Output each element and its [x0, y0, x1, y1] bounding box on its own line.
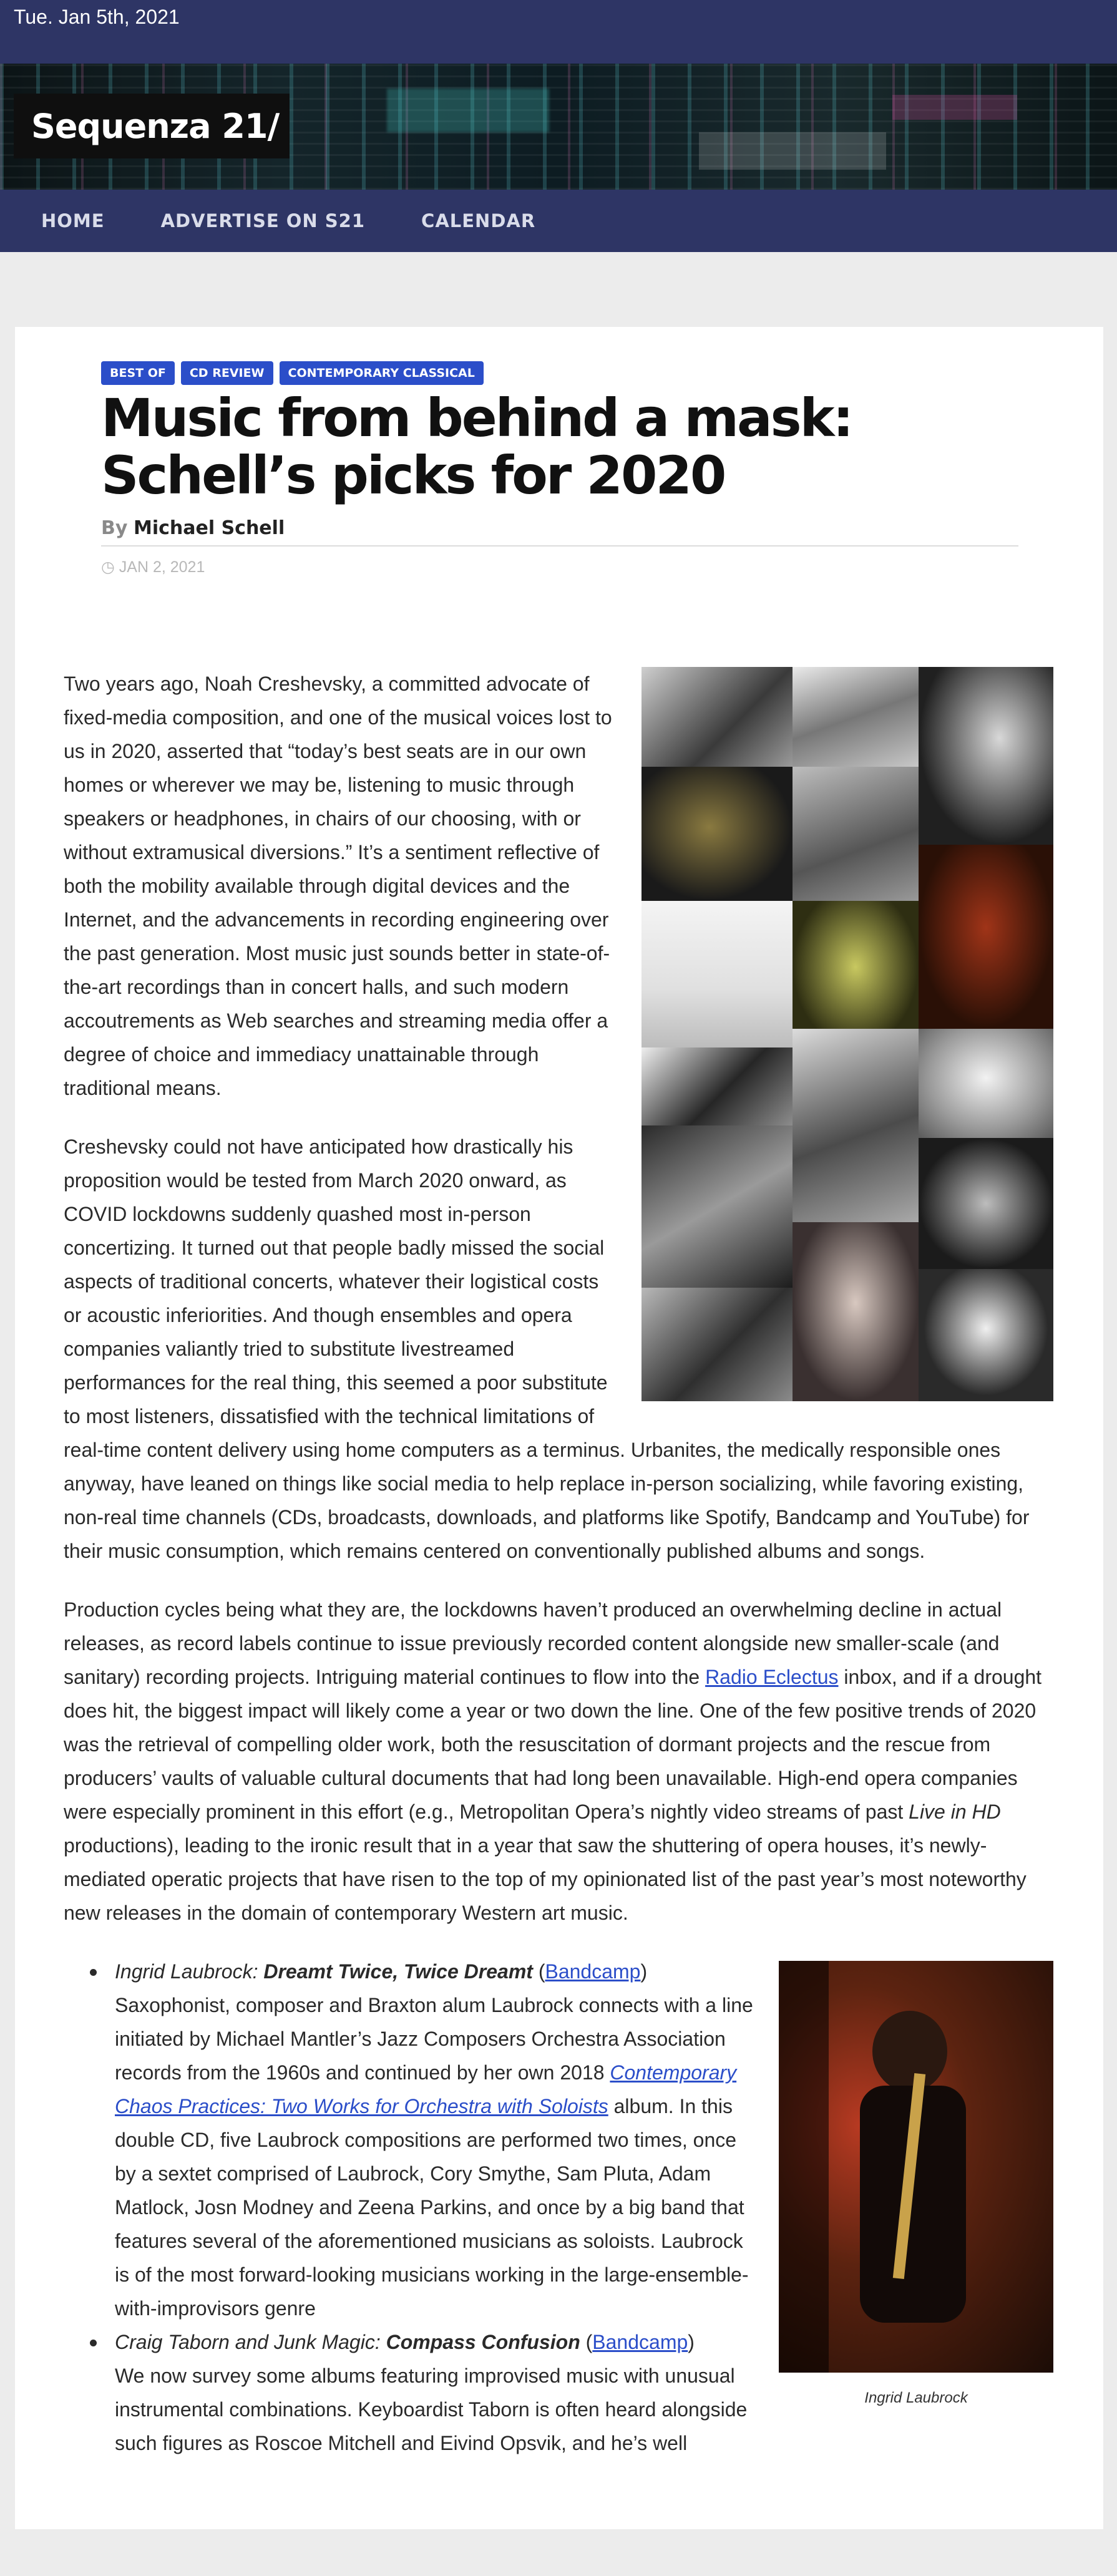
- photo-tile: [641, 667, 793, 767]
- pick-artist: Ingrid Laubrock:: [115, 1960, 264, 1983]
- photo-tile: [793, 901, 919, 1047]
- nav-home[interactable]: HOME: [41, 210, 105, 231]
- photo-tile: [793, 1222, 919, 1401]
- photo-tile: [919, 1029, 1053, 1138]
- article-body: [64, 667, 1053, 2460]
- list-item: Ingrid Laubrock: Dreamt Twice, Twice Dreamt (Bandcamp) Saxophonist, composer and Braxton alum Laubrock connects with a line initiated by Michael Mantler’s Jazz Composers Orchestra Association records from the 1960s and continued by her own 2018 Contemporary Chaos Practices: Two Works for Orchestra with Soloists album. In this double CD, five Laubrock compositions are performed two times, once by a sextet comprised of Laubrock, Cory Smythe, Sam Pluta, Adam Matlock, Josn Modney and Zeena Parkins, and once by a big band that features several of the aforementioned musicians as soloists. Laubrock is of the most forward-looking musicians working in the large-ensemble-with-improvisors genre: [115, 1955, 1053, 2325]
- photo-tile: [919, 1138, 1053, 1269]
- author-link[interactable]: Michael Schell: [133, 517, 285, 539]
- pick-album: Dreamt Twice, Twice Dreamt: [263, 1960, 533, 1983]
- byline-divider: [101, 545, 1018, 547]
- picks-list: [64, 1955, 1053, 2460]
- list-item: Craig Taborn and Junk Magic: Compass Confusion (Bandcamp) We now survey some albums featuring improvised music with unusual instrumental combinations. Keyboardist Taborn is often heard alongside such figures as Roscoe Mitchell and Eivind Opsvik, and he’s well: [115, 2325, 1053, 2460]
- composer-photo-collage: [641, 667, 1053, 1401]
- category-best-of[interactable]: BEST OF: [101, 361, 175, 385]
- live-in-hd-title: Live in HD: [909, 1801, 1001, 1823]
- post-date: [101, 558, 205, 576]
- article-card: [15, 327, 1103, 2529]
- paragraph-2: Creshevsky could not have anticipated how drastically his proposition would be tested from March 2020 onward, as COVID lockdowns suddenly quashed most in-person concertizing. It turned out that people badly missed the social aspects of traditional concerts, whatever their logistical costs or acoustic inferiorities. And though ensembles and opera companies valiantly tried to substitute livestreamed performances for the real thing, this seemed a poor substitute to most listeners, dissatisfied with the technical limitations of real-time content delivery using home computers as a terminus. Urbanites, the medically responsible ones anyway, have leaned on things like social media to help replace in-person socializing, while favoring existing, non-real time channels (CDs, broadcasts, downloads, and platforms like Spotify, Bandcamp and YouTube) for their music consumption, which remains centered on conventionally published albums and songs.: [64, 1135, 1030, 1562]
- top-bar: [0, 0, 1117, 64]
- photo-tile: [793, 1029, 919, 1222]
- photo-tile: [641, 901, 793, 1047]
- by-label: By: [101, 517, 128, 539]
- category-contemporary-classical[interactable]: CONTEMPORARY CLASSICAL: [280, 361, 484, 385]
- pick-album: Compass Confusion: [386, 2331, 580, 2353]
- photo-tile: [641, 1125, 793, 1288]
- paragraph-1: Two years ago, Noah Creshevsky, a committed advocate of fixed-media composition, and one of the musical voices lost to us in 2020, asserted that “today’s best seats are in our own homes or wherever we may be, listening to music through speakers or headphones, in chairs of our choosing, with or without extramusical diversions.” It’s a sentiment reflective of both the mobility available through digital devices and the Internet, and the advancements in recording engineering over the past generation. Most music just sounds better in state-of-the-art recordings than in concert halls, and such modern accoutrements as Web searches and streaming media offer a degree of choice and immediacy unattainable through traditional means.: [64, 673, 612, 1099]
- contemporary-chaos-link[interactable]: Contemporary Chaos Practices: Two Works for Orchestra with Soloists: [115, 2061, 737, 2117]
- site-banner: [0, 64, 1117, 190]
- photo-tile: [793, 767, 919, 901]
- byline: [101, 517, 285, 539]
- photo-tile: [919, 845, 1053, 1029]
- category-badges: [101, 361, 484, 385]
- photo-tile: [641, 1047, 793, 1125]
- post-title: Music from behind a mask: Schell’s picks for 2020: [101, 387, 852, 506]
- photo-tile: [919, 667, 1053, 845]
- figure-caption: Ingrid Laubrock: [864, 2389, 968, 2406]
- nav-calendar[interactable]: CALENDAR: [421, 210, 536, 231]
- paragraph-3: Production cycles being what they are, the lockdowns haven’t produced an overwhelming decline in actual releases, as record labels continue to issue previously recorded content alongside new smaller-scale (and sanitary) recording projects. Intriguing material continues to flow into the Radio Eclectus inbox, and if a drought does hit, the biggest impact will likely come a year or two down the line. One of the few positive trends of 2020 was the retrieval of compelling older work, both the resuscitation of dormant projects and the rescue from producers’ vaults of valuable cultural documents that had long been unavailable. High-end opera companies were especially prominent in this effort (e.g., Metropolitan Opera’s nightly video streams of past Live in HD productions), leading to the ironic result that in a year that saw the shuttering of opera houses, it’s newly-mediated operatic projects that have risen to the top of my opinionated list of the past year’s most noteworthy new releases in the domain of contemporary Western art music.: [64, 1598, 1042, 1924]
- photo-tile: [919, 1269, 1053, 1401]
- bandcamp-link[interactable]: Bandcamp: [592, 2331, 688, 2353]
- post-date-text: JAN 2, 2021: [119, 558, 205, 576]
- clock-icon: ◷: [101, 558, 115, 576]
- pick-artist: Craig Taborn and Junk Magic:: [115, 2331, 386, 2353]
- main-nav: [0, 190, 1117, 252]
- bandcamp-link[interactable]: Bandcamp: [545, 1960, 641, 1983]
- current-date: Tue. Jan 5th, 2021: [14, 5, 180, 28]
- site-logo[interactable]: Sequenza 21/: [14, 94, 290, 158]
- nav-advertise[interactable]: ADVERTISE ON S21: [160, 210, 366, 231]
- photo-tile: [641, 767, 793, 901]
- category-cd-review[interactable]: CD REVIEW: [181, 361, 273, 385]
- photo-tile: [641, 1288, 793, 1401]
- radio-eclectus-link[interactable]: Radio Eclectus: [705, 1666, 839, 1688]
- photo-tile: [793, 667, 919, 767]
